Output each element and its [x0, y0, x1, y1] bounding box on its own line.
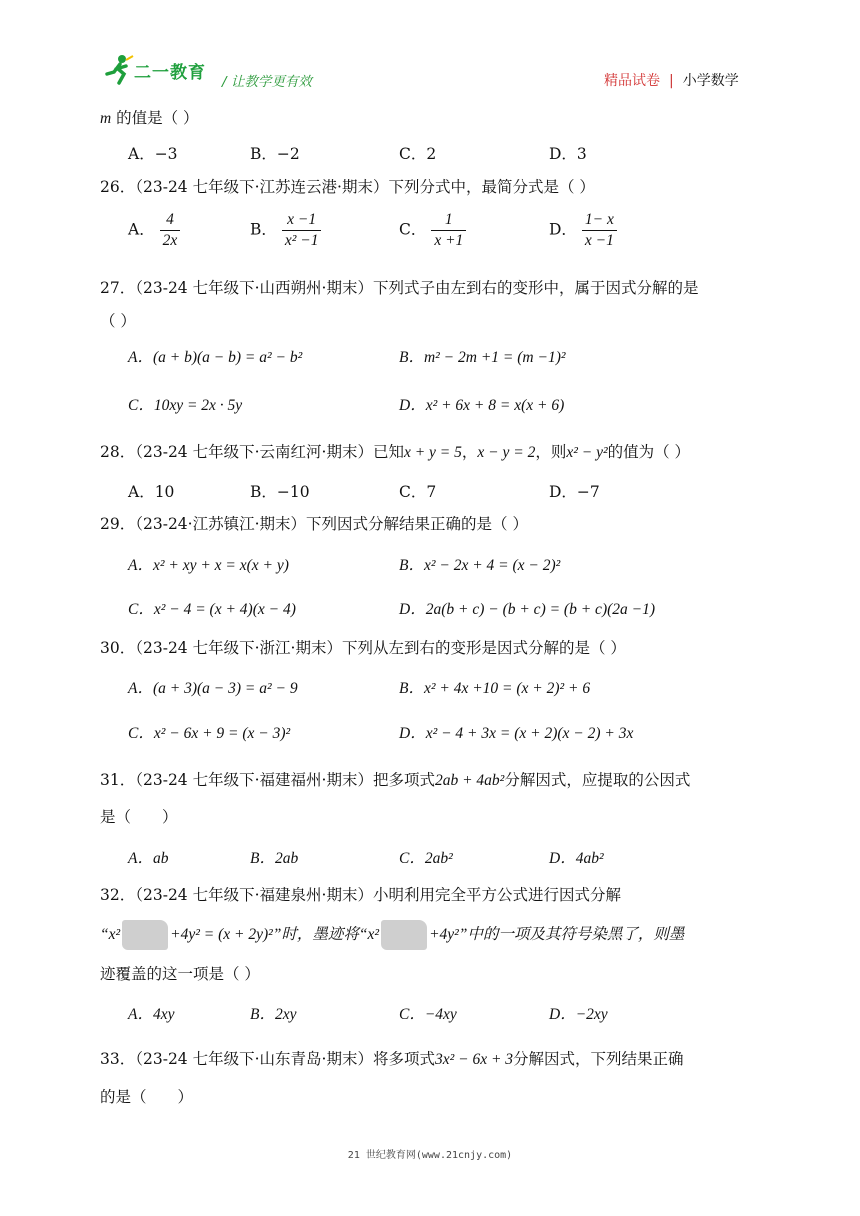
q28-tail: 的值为（ ）	[607, 443, 691, 461]
q32-stem	[100, 883, 621, 905]
q33-expr: 3x² − 6x + 3	[434, 1051, 514, 1068]
fraction	[160, 210, 181, 251]
q29-stem	[100, 512, 528, 534]
q32-part-b: +4y² = (x + 2y)²”时，墨迹将“x²	[170, 926, 380, 943]
q33-stem-cont: 的是（ ）	[100, 1088, 194, 1106]
q29-option-d[interactable]: D．2a(b + c) − (b + c) = (b + c)(2a −1)	[399, 601, 656, 618]
q32-stem-line3: 迹覆盖的这一项是（ ）	[100, 965, 260, 983]
page-footer: 21 世纪教育网(www.21cnjy.com)	[347, 1150, 513, 1161]
q28-source: （23-24 七年级下·云南红河·期末）已知	[135, 443, 404, 461]
slogan: / 让教学更有效	[222, 74, 312, 90]
q32-source: （23-24 七年级下·福建泉州·期末）小明利用完全平方公式进行因式分解	[135, 886, 621, 904]
q25-option-d[interactable]: D．3	[549, 145, 587, 163]
q30-stem	[100, 636, 626, 658]
q25-option-b[interactable]: B．−2	[250, 145, 300, 163]
q33-tail: 分解因式，下列结果正确	[513, 1050, 684, 1068]
q31-stem-cont: 是（ ）	[100, 808, 178, 826]
q31-number: 31．	[100, 771, 136, 789]
q26-stem	[100, 175, 595, 197]
q31-stem	[100, 768, 690, 790]
denominator: x +1	[434, 232, 464, 249]
q29-option-a[interactable]: A．x² + xy + x = x(x + y)	[128, 557, 289, 574]
q33-stem	[100, 1047, 684, 1069]
q31-option-d[interactable]: D．4ab²	[549, 850, 604, 867]
q33-number: 33．	[100, 1050, 136, 1068]
q32-option-b[interactable]: B．2xy	[250, 1006, 297, 1023]
q26-option-a[interactable]	[128, 210, 180, 251]
denominator: x −1	[584, 232, 614, 249]
denominator: 2x	[162, 232, 178, 249]
q28-comma: ，	[461, 443, 478, 461]
runner-logo-icon	[104, 54, 134, 86]
q28-stem	[100, 440, 690, 462]
q28-option-a[interactable]: A．10	[128, 483, 175, 501]
q28-option-d[interactable]: D．−7	[549, 483, 600, 501]
q25-tail	[100, 106, 199, 128]
q30-option-d[interactable]: D．x² − 4 + 3x = (x + 2)(x − 2) + 3x	[399, 725, 634, 742]
q29-number: 29．	[100, 515, 136, 533]
q25-text: 的值是（ ）	[111, 109, 199, 127]
q30-source: （23-24 七年级下·浙江·期末）下列从左到右的变形是因式分解的是（ ）	[135, 639, 626, 657]
q28-mid: ，则	[535, 443, 567, 461]
q29-source: （23-24·江苏镇江·期末）下列因式分解结果正确的是（ ）	[135, 515, 528, 533]
q26-option-c[interactable]	[399, 210, 466, 251]
q31-option-c[interactable]: C．2ab²	[399, 850, 453, 867]
numerator: 1− x	[582, 210, 617, 231]
q26-option-d[interactable]	[549, 210, 617, 251]
q28-number: 28．	[100, 443, 136, 461]
q29-option-c[interactable]: C．x² − 4 = (x + 4)(x − 4)	[128, 601, 296, 618]
q31-tail: 分解因式，应提取的公因式	[504, 771, 691, 789]
q31-option-b[interactable]: B．2ab	[250, 850, 299, 867]
q26-number: 26．	[100, 178, 136, 196]
logo-text: 二一教育	[134, 63, 206, 83]
header-label: 精品试卷	[604, 73, 660, 89]
q30-option-c[interactable]: C．x² − 6x + 9 = (x − 3)²	[128, 725, 291, 742]
q33-source: （23-24 七年级下·山东青岛·期末）将多项式	[135, 1050, 435, 1068]
q30-option-b[interactable]: B．x² + 4x +10 = (x + 2)² + 6	[399, 680, 591, 697]
q25-option-c[interactable]: C．2	[399, 145, 437, 163]
q27-option-c[interactable]: C．10xy = 2x · 5y	[128, 397, 243, 414]
q32-option-a[interactable]: A．4xy	[128, 1006, 175, 1023]
fraction	[582, 210, 617, 251]
q31-option-a[interactable]: A．ab	[128, 850, 169, 867]
q30-number: 30．	[100, 639, 136, 657]
q25-option-a[interactable]: A．−3	[128, 145, 178, 163]
q26-source: （23-24 七年级下·江苏连云港·期末）下列分式中，最简分式是（ ）	[135, 178, 595, 196]
q28-expr: x² − y²	[566, 444, 608, 461]
q31-source: （23-24 七年级下·福建福州·期末）把多项式	[135, 771, 435, 789]
q28-cond2: x − y = 2	[477, 444, 536, 461]
fraction	[431, 210, 466, 251]
ink-blot	[122, 920, 168, 950]
header-right	[604, 70, 739, 90]
q32-option-d[interactable]: D．−2xy	[549, 1006, 608, 1023]
q27-option-b[interactable]: B．m² − 2m +1 = (m −1)²	[399, 349, 566, 366]
q28-option-b[interactable]: B．−10	[250, 483, 310, 501]
q30-option-a[interactable]: A．(a + 3)(a − 3) = a² − 9	[128, 680, 298, 697]
q32-number: 32．	[100, 886, 136, 904]
ink-blot	[381, 920, 427, 950]
q27-stem-cont: （ ）	[100, 312, 136, 330]
option-label: B．	[250, 220, 277, 239]
option-label: D．	[549, 220, 577, 239]
q31-expr: 2ab + 4ab²	[434, 772, 505, 789]
q28-option-c[interactable]: C．7	[399, 483, 437, 501]
numerator: 1	[431, 210, 466, 231]
header-divider: |	[669, 73, 674, 89]
q27-stem	[100, 276, 698, 298]
denominator: x² −1	[284, 232, 319, 249]
q32-stem-line2	[100, 920, 684, 950]
q32-option-c[interactable]: C．−4xy	[399, 1006, 457, 1023]
q27-option-a[interactable]: A．(a + b)(a − b) = a² − b²	[128, 349, 303, 366]
option-label: A．	[128, 220, 155, 239]
q27-number: 27．	[100, 279, 136, 297]
brand-logo	[104, 54, 216, 88]
numerator: 4	[160, 210, 181, 231]
q27-source: （23-24 七年级下·山西朔州·期末）下列式子由左到右的变形中，属于因式分解的是	[135, 279, 699, 297]
numerator: x −1	[282, 210, 322, 231]
header-subject: 小学数学	[682, 73, 739, 89]
q32-part-a: “x²	[100, 926, 121, 943]
q32-part-c: +4y²”中的一项及其符号染黑了，则墨	[429, 926, 685, 943]
q25-var: m	[100, 110, 112, 127]
q26-option-b[interactable]	[250, 210, 321, 251]
q29-option-b[interactable]: B．x² − 2x + 4 = (x − 2)²	[399, 557, 561, 574]
q27-option-d[interactable]: D．x² + 6x + 8 = x(x + 6)	[399, 397, 565, 414]
fraction	[282, 210, 322, 251]
q28-cond1: x + y = 5	[403, 444, 462, 461]
option-label: C．	[399, 220, 427, 239]
